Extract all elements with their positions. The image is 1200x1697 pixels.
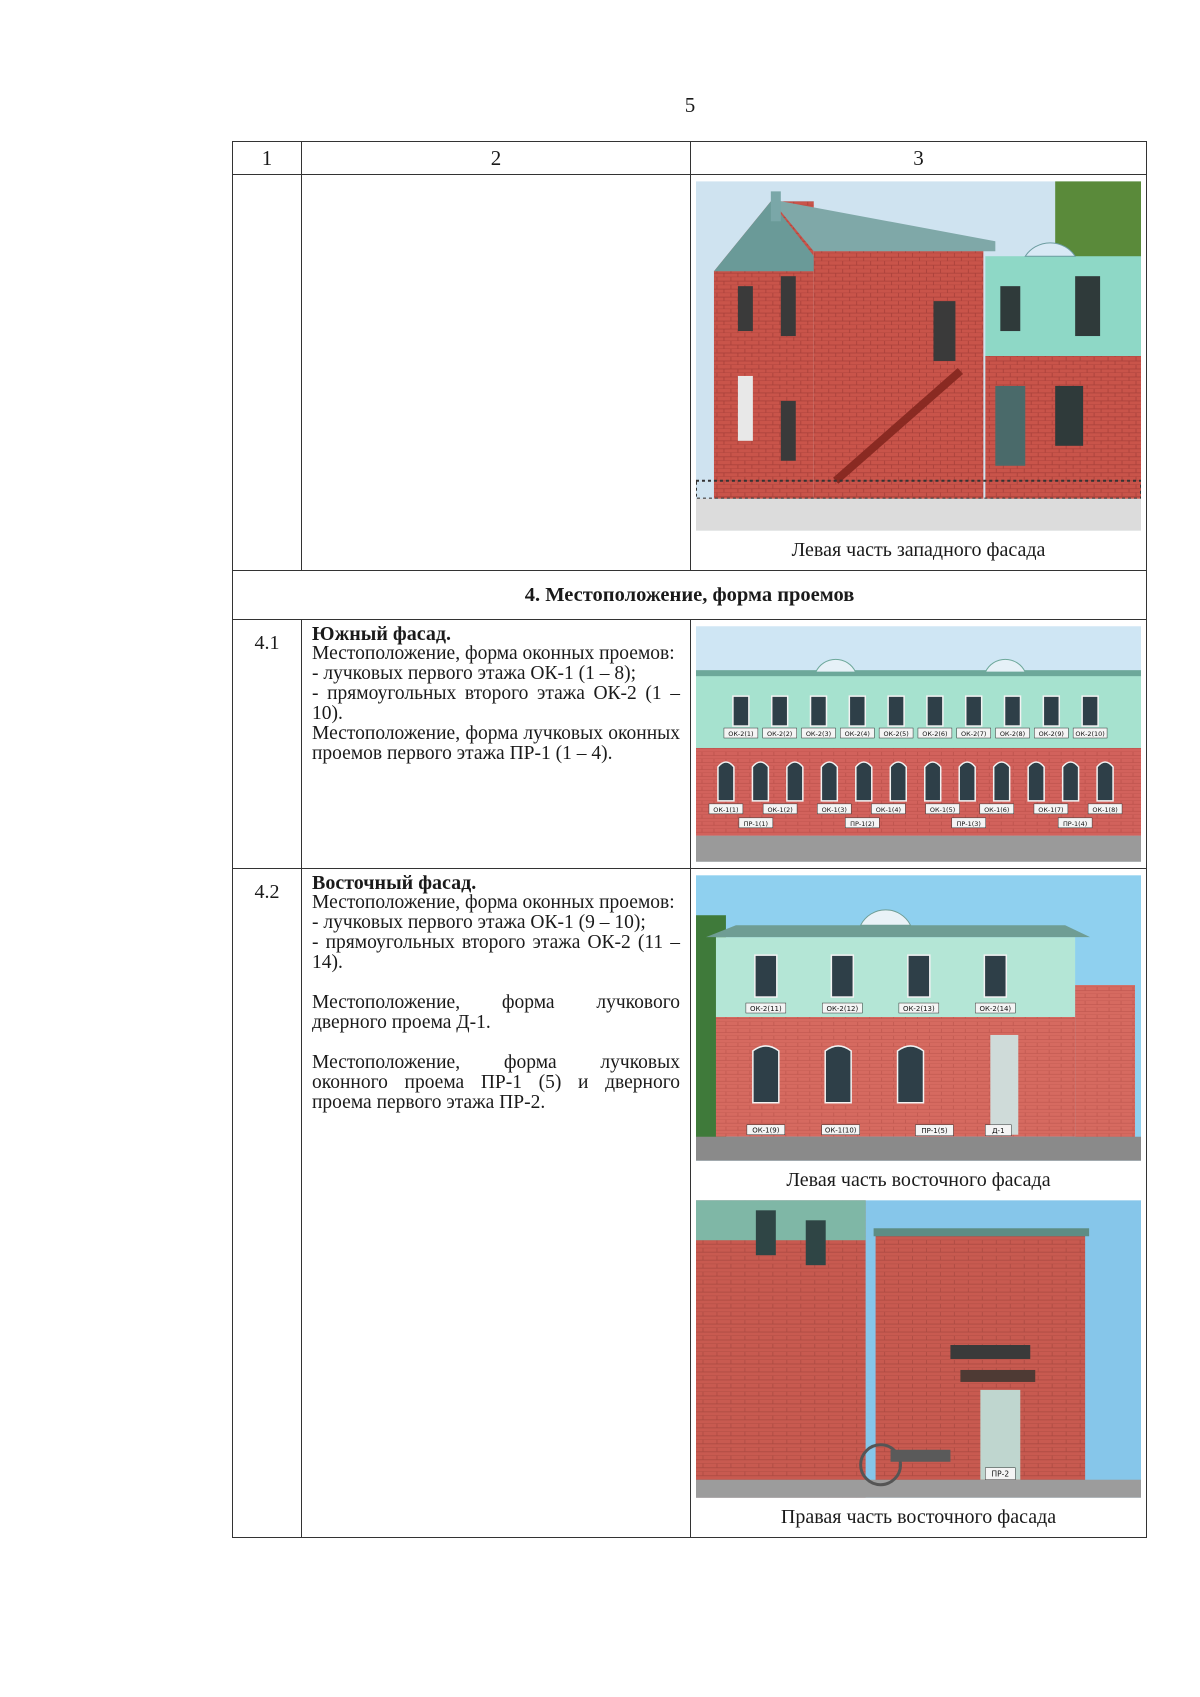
photo-label: ОК-1(4) bbox=[875, 805, 902, 814]
facade-window bbox=[1082, 696, 1098, 726]
section-title: 4. Местоположение, форма проемов bbox=[233, 571, 1147, 620]
facade-window bbox=[811, 696, 827, 726]
photo-label: ОК-2(8) bbox=[999, 730, 1026, 739]
south-facade-description bbox=[302, 620, 691, 869]
facade-window bbox=[787, 762, 803, 801]
facade-window bbox=[753, 1046, 779, 1103]
photo-label: ОК-1(5) bbox=[929, 805, 956, 814]
photo-label: ОК-1(7) bbox=[1038, 805, 1064, 814]
photo-label: ОК-2(10) bbox=[1075, 730, 1105, 739]
section-row bbox=[233, 571, 1147, 620]
east-left-caption: Левая часть восточного фасада bbox=[786, 1169, 1051, 1191]
facade-table bbox=[232, 141, 1147, 1538]
row-number: 4.1 bbox=[233, 620, 302, 869]
east-facade-description bbox=[302, 869, 691, 1538]
photo-label-pr2: ПР-2 bbox=[991, 1469, 1010, 1479]
east-facade-left-photo bbox=[696, 875, 1141, 1161]
facade-window bbox=[984, 955, 1006, 997]
description-line: Местоположение, форма оконных проемов: bbox=[312, 643, 675, 664]
description-line: - лучковых первого этажа ОК-1 (1 – 8); bbox=[312, 663, 637, 684]
photo-label-pr: ПР-1(5) bbox=[921, 1127, 948, 1136]
photo-label-d: Д-1 bbox=[992, 1127, 1005, 1136]
facade-window bbox=[718, 762, 734, 801]
description-line: Местоположение, форма лучковых оконных проемов первого этажа ПР-1 (1 – 4). bbox=[312, 723, 680, 764]
description-line: Местоположение, форма лучковых оконного проема ПР-1 (5) и дверного проема первого этажа ПР-2. bbox=[312, 1052, 680, 1113]
photo-label: ОК-1(6) bbox=[984, 805, 1010, 814]
empty-cell bbox=[302, 175, 691, 571]
photo-label: ОК-2(2) bbox=[767, 730, 793, 739]
facade-window bbox=[888, 696, 904, 726]
facade-window bbox=[1043, 696, 1059, 726]
east-facade-right-photo bbox=[696, 1200, 1141, 1498]
photo-label: ОК-1(2) bbox=[767, 805, 793, 814]
photo-label: ОК-2(12) bbox=[826, 1005, 859, 1014]
facade-window bbox=[752, 762, 768, 801]
facade-window bbox=[733, 696, 749, 726]
photo-label: ОК-2(4) bbox=[844, 730, 870, 739]
description-line: - лучковых первого этажа ОК-1 (9 – 10); bbox=[312, 912, 646, 933]
row-number: 4.2 bbox=[233, 869, 302, 1538]
facade-window bbox=[1028, 762, 1044, 801]
photo-label: ОК-2(3) bbox=[805, 730, 832, 739]
photo-label: ОК-2(13) bbox=[902, 1005, 935, 1014]
west-facade-photo bbox=[696, 181, 1141, 531]
facade-window bbox=[821, 762, 837, 801]
photo-label: ОК-2(5) bbox=[883, 730, 909, 739]
photo-label: ОК-1(9) bbox=[752, 1126, 780, 1135]
description-line: Местоположение, форма оконных проемов: bbox=[312, 892, 675, 913]
facade-window bbox=[831, 955, 853, 997]
photo-label: ПР-1(1) bbox=[743, 819, 769, 828]
header-row bbox=[233, 142, 1147, 175]
photo-label: ОК-2(9) bbox=[1038, 730, 1064, 739]
facade-window bbox=[825, 1046, 851, 1103]
south-facade-photo bbox=[696, 626, 1141, 862]
photo-label: ОК-1(10) bbox=[824, 1126, 857, 1135]
east-right-caption: Правая часть восточного фасада bbox=[780, 1506, 1057, 1528]
facade-window bbox=[898, 1046, 924, 1103]
south-facade-row bbox=[233, 620, 1147, 869]
photo-label: ОК-2(7) bbox=[961, 730, 987, 739]
header-col-2: 2 bbox=[302, 142, 691, 175]
west-facade-row bbox=[233, 175, 1147, 571]
east-facade-row bbox=[233, 869, 1147, 1538]
description-line: - прямоугольных второго этажа ОК-2 (1 – 10). bbox=[312, 683, 680, 724]
facade-window bbox=[925, 762, 941, 801]
facade-window bbox=[966, 696, 982, 726]
facade-window bbox=[927, 696, 943, 726]
west-photo-cell bbox=[691, 175, 1147, 571]
east-photo-cell bbox=[691, 869, 1147, 1538]
facade-window bbox=[856, 762, 872, 801]
facade-window bbox=[890, 762, 906, 801]
photo-label: ОК-1(1) bbox=[713, 805, 739, 814]
description-line: - прямоугольных второго этажа ОК-2 (11 – 14). bbox=[312, 932, 680, 973]
empty-cell bbox=[233, 175, 302, 571]
photo-label: ОК-2(11) bbox=[749, 1005, 782, 1014]
facade-window bbox=[772, 696, 788, 726]
description-line: Местоположение, форма лучкового дверного проема Д-1. bbox=[312, 992, 680, 1033]
facade-window bbox=[1097, 762, 1113, 801]
east-facade-title: Восточный фасад. bbox=[312, 872, 477, 894]
facade-window bbox=[994, 762, 1010, 801]
photo-label: ОК-2(14) bbox=[979, 1005, 1012, 1014]
header-col-1: 1 bbox=[233, 142, 302, 175]
photo-label: ОК-1(3) bbox=[821, 805, 847, 814]
facade-window bbox=[908, 955, 930, 997]
photo-label: ПР-1(2) bbox=[850, 819, 875, 828]
west-facade-caption: Левая часть западного фасада bbox=[791, 539, 1046, 561]
south-facade-title: Южный фасад. bbox=[312, 623, 452, 645]
photo-label: ПР-1(4) bbox=[1062, 819, 1088, 828]
photo-label: ОК-1(8) bbox=[1092, 805, 1118, 814]
page-number: 5 bbox=[684, 93, 696, 117]
facade-window bbox=[1005, 696, 1021, 726]
facade-window bbox=[755, 955, 777, 997]
photo-label: ОК-2(1) bbox=[728, 730, 754, 739]
facade-window bbox=[849, 696, 865, 726]
photo-label: ОК-2(6) bbox=[922, 730, 948, 739]
south-photo-cell bbox=[691, 620, 1147, 869]
facade-window bbox=[959, 762, 975, 801]
header-col-3: 3 bbox=[691, 142, 1147, 175]
facade-window bbox=[1063, 762, 1079, 801]
photo-label: ПР-1(3) bbox=[956, 819, 981, 828]
